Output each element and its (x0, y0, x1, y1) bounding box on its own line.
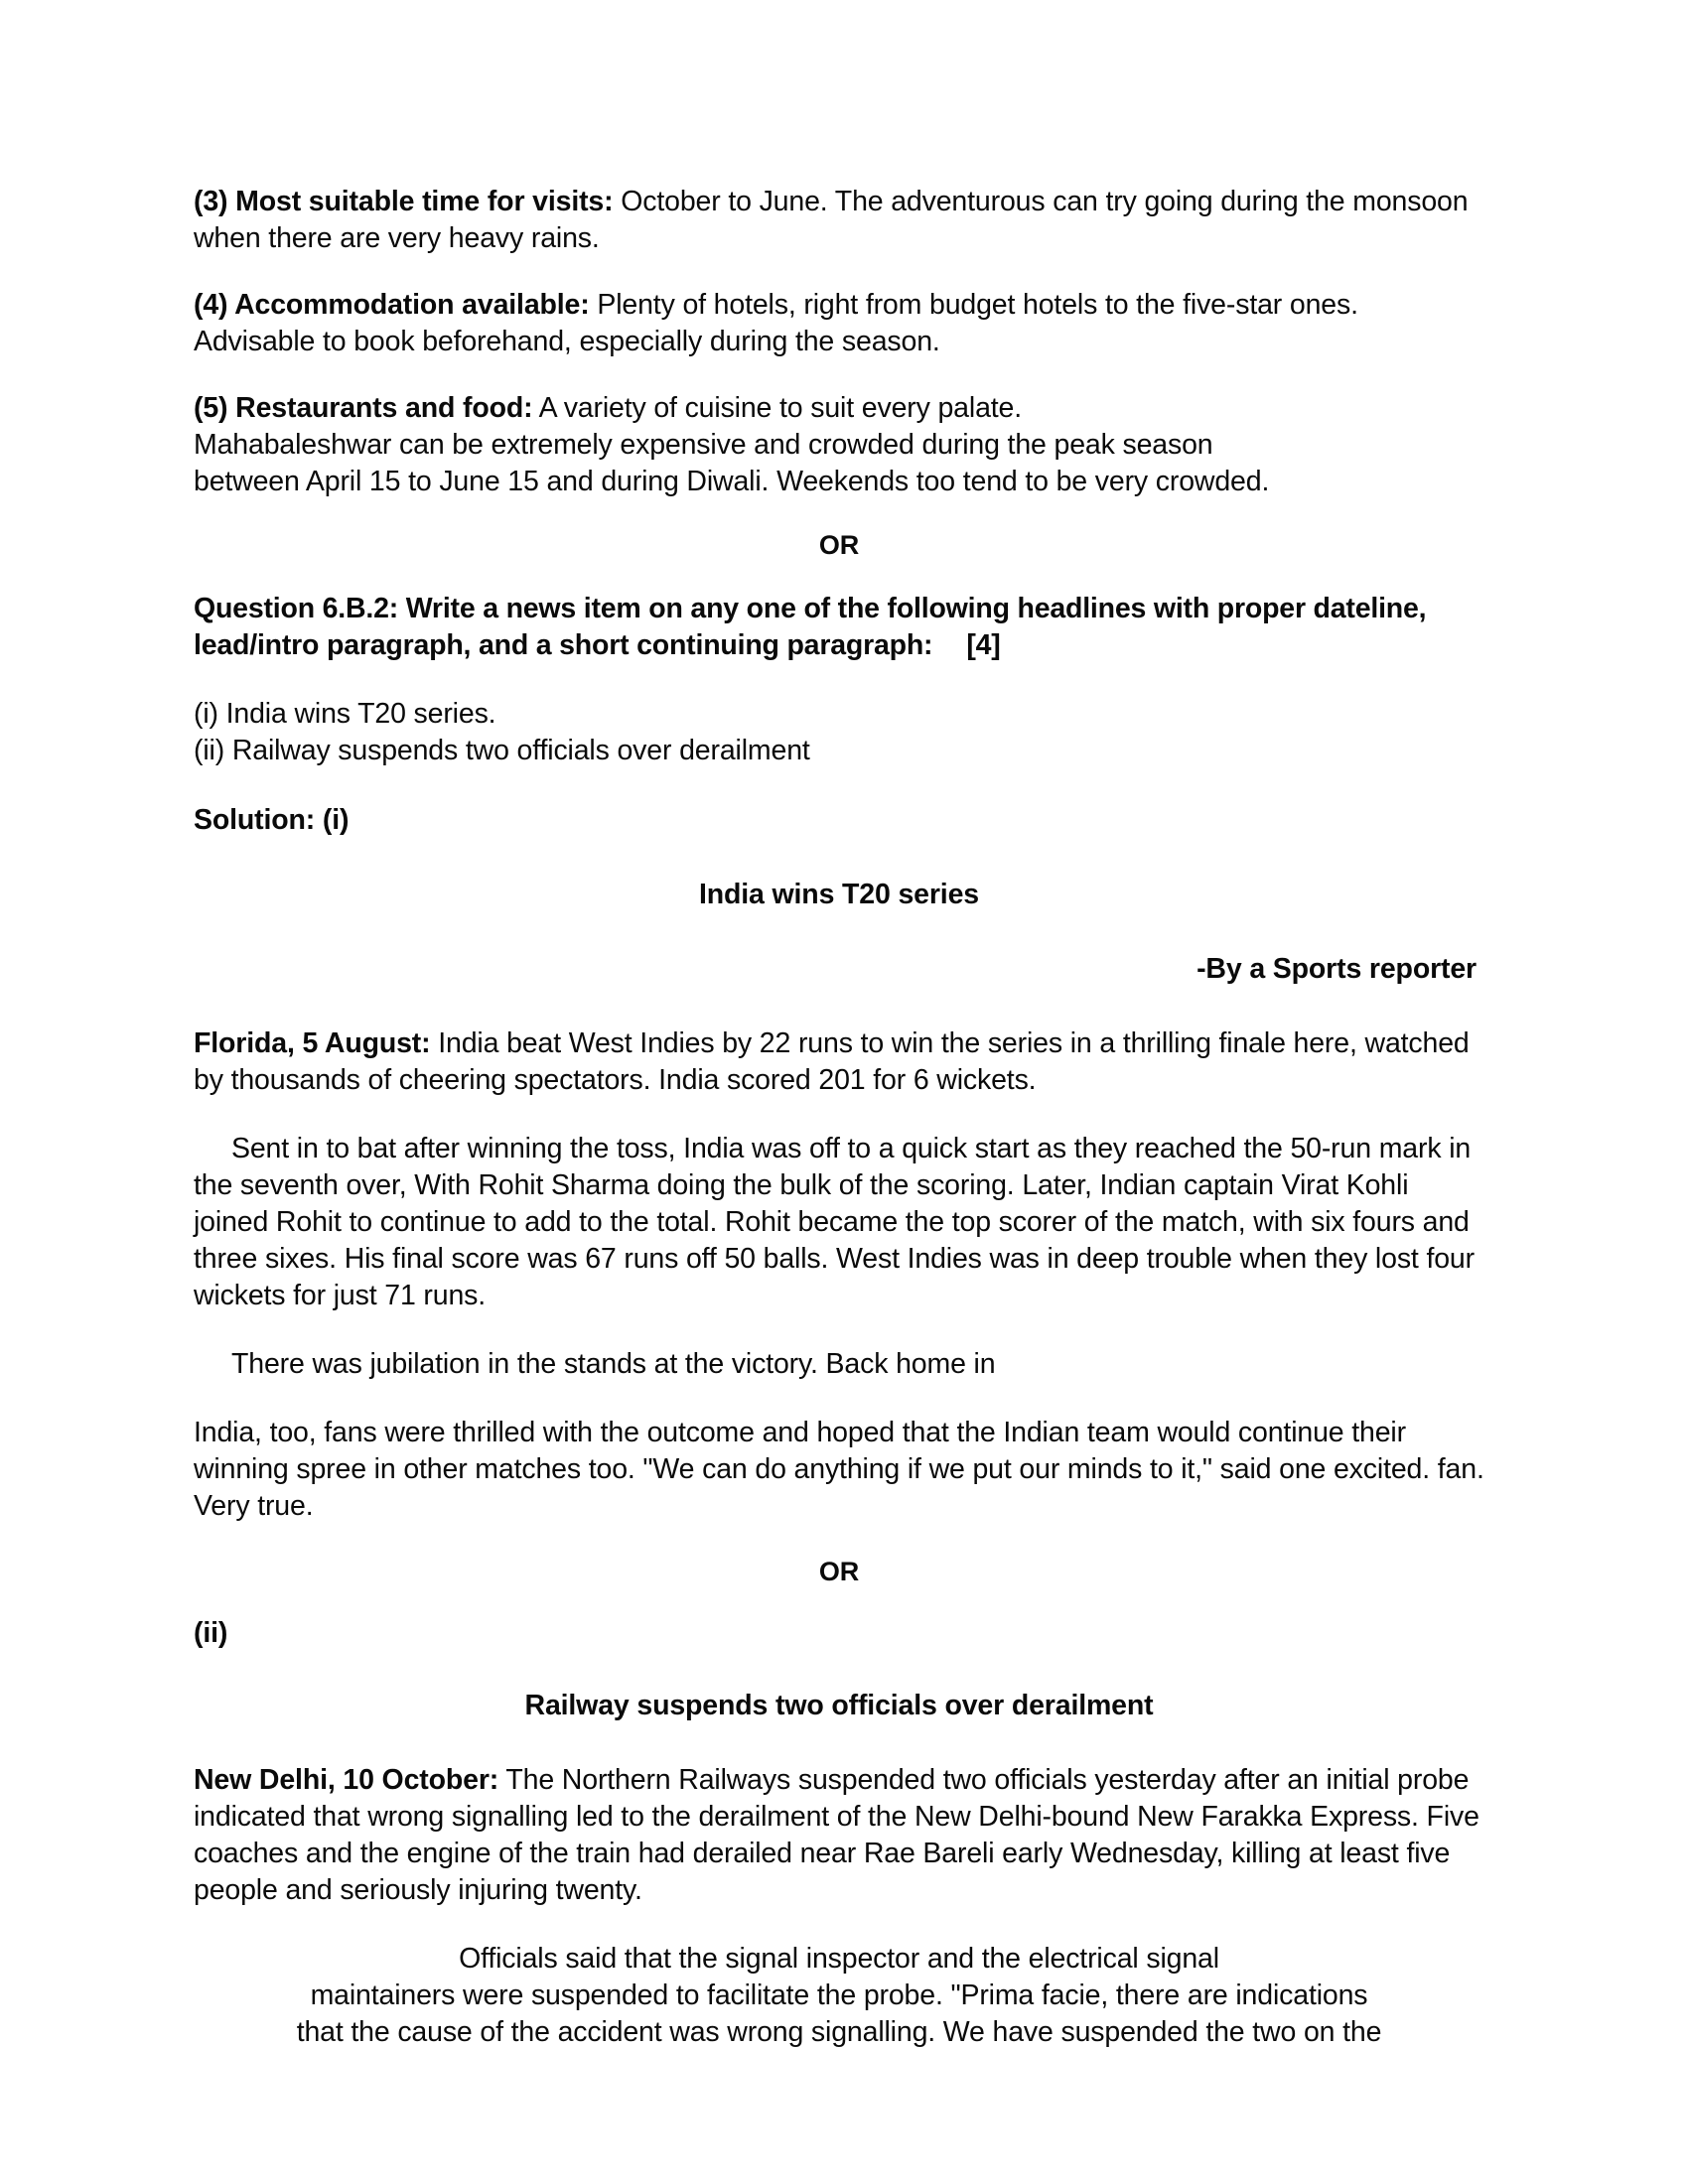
note-item-4-label: (4) Accommodation available: (194, 289, 590, 322)
solution-one-lead-text: India beat West Indies by 22 runs to win the series in a thrilling finale here, watched by thousands of cheering spectators. India scored 201 for 6 wickets. (194, 1026, 1470, 1096)
solution-two-lead (194, 1762, 1484, 1909)
note-item-3 (194, 184, 1484, 257)
note-item-3-label: (3) Most suitable time for visits: (194, 186, 614, 217)
question-heading-text: Question 6.B.2: Write a news item on any one of the following headlines with proper dateline, lead/intro paragraph, and a short continuing paragraph: (194, 593, 1427, 662)
solution-one-paragraph-3-line1: There was jubilation in the stands at the victory. Back home in (231, 1347, 996, 1380)
solution-two-label: (ii) (194, 1617, 228, 1650)
note-item-5-line2: Mahabaleshwar can be extremely expensive and crowded during the peak season (194, 429, 1213, 462)
note-item-4 (194, 287, 1484, 360)
note-item-5-line3: between April 15 to June 15 and during Diwali. Weekends too tend to be very crowded. (194, 466, 1270, 498)
note-item-5-label: (5) Restaurants and food: (194, 392, 533, 425)
solution-one-lead (194, 1025, 1484, 1099)
solution-one-paragraph-3-rest: India, too, fans were thrilled with the outcome and hoped that the Indian team would continue their winning spree in other matches too. "We can do anything if we put our minds to it," said one excited. fan. Very true. (194, 1416, 1484, 1522)
or-separator-2: OR (818, 1557, 860, 1587)
solution-one-paragraph-2: Sent in to bat after winning the toss, India was off to a quick start as they reached the 50-run mark in the seventh over, With Rohit Sharma doing the bulk of the scoring. Later, Indian captain Virat Kohli joined Rohit to continue to add to the total. Rohit became the top scorer of the match, with six fours and three sixes. His final score was 67 runs off 50 balls. West Indies was in deep trouble when they lost four wickets for just 71 runs. (194, 1132, 1475, 1311)
solution-two-dateline: New Delhi, 10 October: (194, 1764, 499, 1797)
question-marks: [4] (966, 629, 1001, 662)
note-item-3-text: October to June. The adventurous can try going during the monsoon when there are very heavy rains. (194, 186, 1469, 255)
solution-two-paragraph-2-line1: Officials said that the signal inspector and the electrical signal (459, 1943, 1219, 1976)
note-item-4-text: Plenty of hotels, right from budget hotels to the five-star ones. Advisable to book beforehand, especially during the season. (194, 289, 1358, 358)
solution-two-headline: Railway suspends two officials over derailment (524, 1690, 1154, 1722)
solution-two-paragraph-2-line2: maintainers were suspended to facilitate the probe. "Prima facie, there are indications (310, 1979, 1368, 2012)
solution-two-paragraph-2-line3: that the cause of the accident was wrong signalling. We have suspended the two on the (296, 2016, 1382, 2049)
question-options (194, 696, 1484, 769)
or-separator-1: OR (818, 530, 860, 561)
solution-two-paragraph-2 (194, 1941, 1484, 2051)
solution-one-label: Solution: (i) (194, 803, 350, 836)
question-option-i: (i) India wins T20 series. (194, 698, 496, 731)
solution-one-headline: India wins T20 series (699, 878, 979, 910)
solution-two-lead-text: The Northern Railways suspended two officials yesterday after an initial probe indicated that wrong signalling led to the derailment of the New Delhi-bound New Farakka Express. Five coaches and the engine of the train had derailed near Rae Bareli early Wednesday, killing at least five people and seriously injuring twenty. (194, 1764, 1479, 1907)
note-item-5 (194, 390, 1484, 427)
question-option-ii: (ii) Railway suspends two officials over derailment (194, 735, 810, 767)
question-heading (194, 591, 1484, 664)
solution-one-dateline: Florida, 5 August: (194, 1026, 431, 1059)
note-item-5-text: A variety of cuisine to suit every palate. (532, 392, 1023, 425)
solution-one-byline: -By a Sports reporter (1196, 952, 1477, 985)
document-content (194, 184, 1484, 2051)
